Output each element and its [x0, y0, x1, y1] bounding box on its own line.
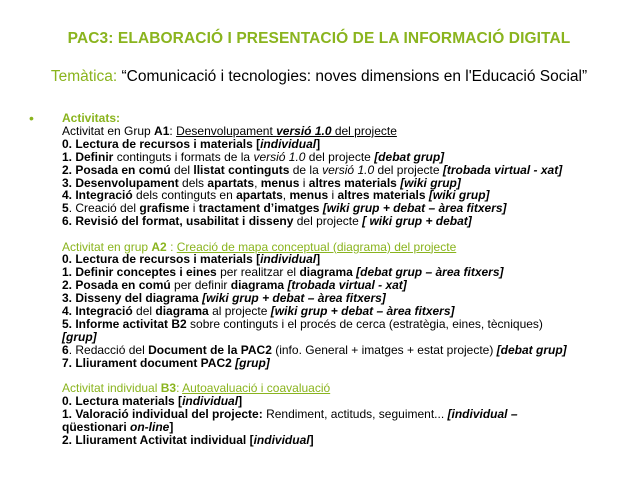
group2-step4: 4. Integració del diagrama al projecte [wiki grup + debat – àrea fitxers] — [62, 304, 455, 319]
group3-step1: 1. Valoració individual del projecte: Rendiment, actituds, seguiment... [individual – — [62, 406, 518, 421]
group2-step7: 7. Lliurament document PAC2 [grup] — [62, 355, 270, 370]
group3-step0: 0. Lectura materials [individual] — [62, 393, 243, 408]
group1-step5: 5. Creació del grafisme i tractament d’imatges [wiki grup + debat – àrea fitxers] — [62, 201, 507, 216]
group2-intro: Activitat en grup A2 : Creació de mapa conceptual (diagrama) del projecte — [62, 239, 457, 254]
group3-intro: Activitat individual B3: Autoavaluació i coavaluació — [62, 381, 331, 395]
group2-step5-cont: [grup] — [62, 329, 97, 344]
activities-heading: Activitats: — [62, 111, 121, 125]
group1-intro: Activitat en Grup A1: Desenvolupament versió 1.0 del projecte — [62, 123, 397, 138]
group2-step1: 1. Definir conceptes i eines per realitzar el diagrama [debat grup – àrea fitxers] — [62, 265, 504, 280]
theme-label: Temàtica: — [50, 68, 118, 85]
theme-line — [0, 68, 638, 86]
group3-step1-cont: qüestionari on-line] — [62, 419, 174, 434]
group2-step0: 0. Lectura de recursos i materials [individual] — [62, 252, 321, 267]
group1-step6: 6. Revisió del format, usabilitat i disseny del projecte [ wiki grup + debat] — [62, 214, 472, 229]
group3-step2: 2. Lliurament Activitat individual [individual] — [62, 432, 314, 447]
theme-text: “Comunicació i tecnologies: noves dimensions en l'Educació Social” — [117, 68, 588, 85]
group2-step5: 5. Informe activitat B2 sobre continguts i el procés de cerca (estratègia, eines, tècniques) — [62, 316, 543, 331]
group1-step4: 4. Integració dels continguts en apartats, menus i altres materials [wiki grup] — [62, 188, 490, 203]
group1-step1: 1. Definir continguts i formats de la versió 1.0 del projecte [debat grup] — [62, 149, 445, 164]
slide-title: PAC3: ELABORACIÓ I PRESENTACIÓ DE LA INFORMACIÓ DIGITAL — [67, 30, 571, 47]
group1-step0: 0. Lectura de recursos i materials [individual] — [62, 136, 321, 151]
bullet-marker: • — [29, 110, 34, 126]
group2-step3: 3. Disseny del diagrama [wiki grup + debat – àrea fitxers] — [62, 291, 386, 306]
group1-step2: 2. Posada en comú del llistat continguts de la versió 1.0 del projecte [trobada virtual - xat] — [62, 162, 563, 177]
activities-content — [62, 112, 632, 447]
group1-step3: 3. Desenvolupament dels apartats, menus i altres materials [wiki grup] — [62, 175, 461, 190]
group2-step2: 2. Posada en comú per definir diagrama [trobada virtual - xat] — [62, 278, 407, 293]
group2-step6: 6. Redacció del Document de la PAC2 (info. General + imatges + estat projecte) [debat grup] — [62, 342, 567, 357]
